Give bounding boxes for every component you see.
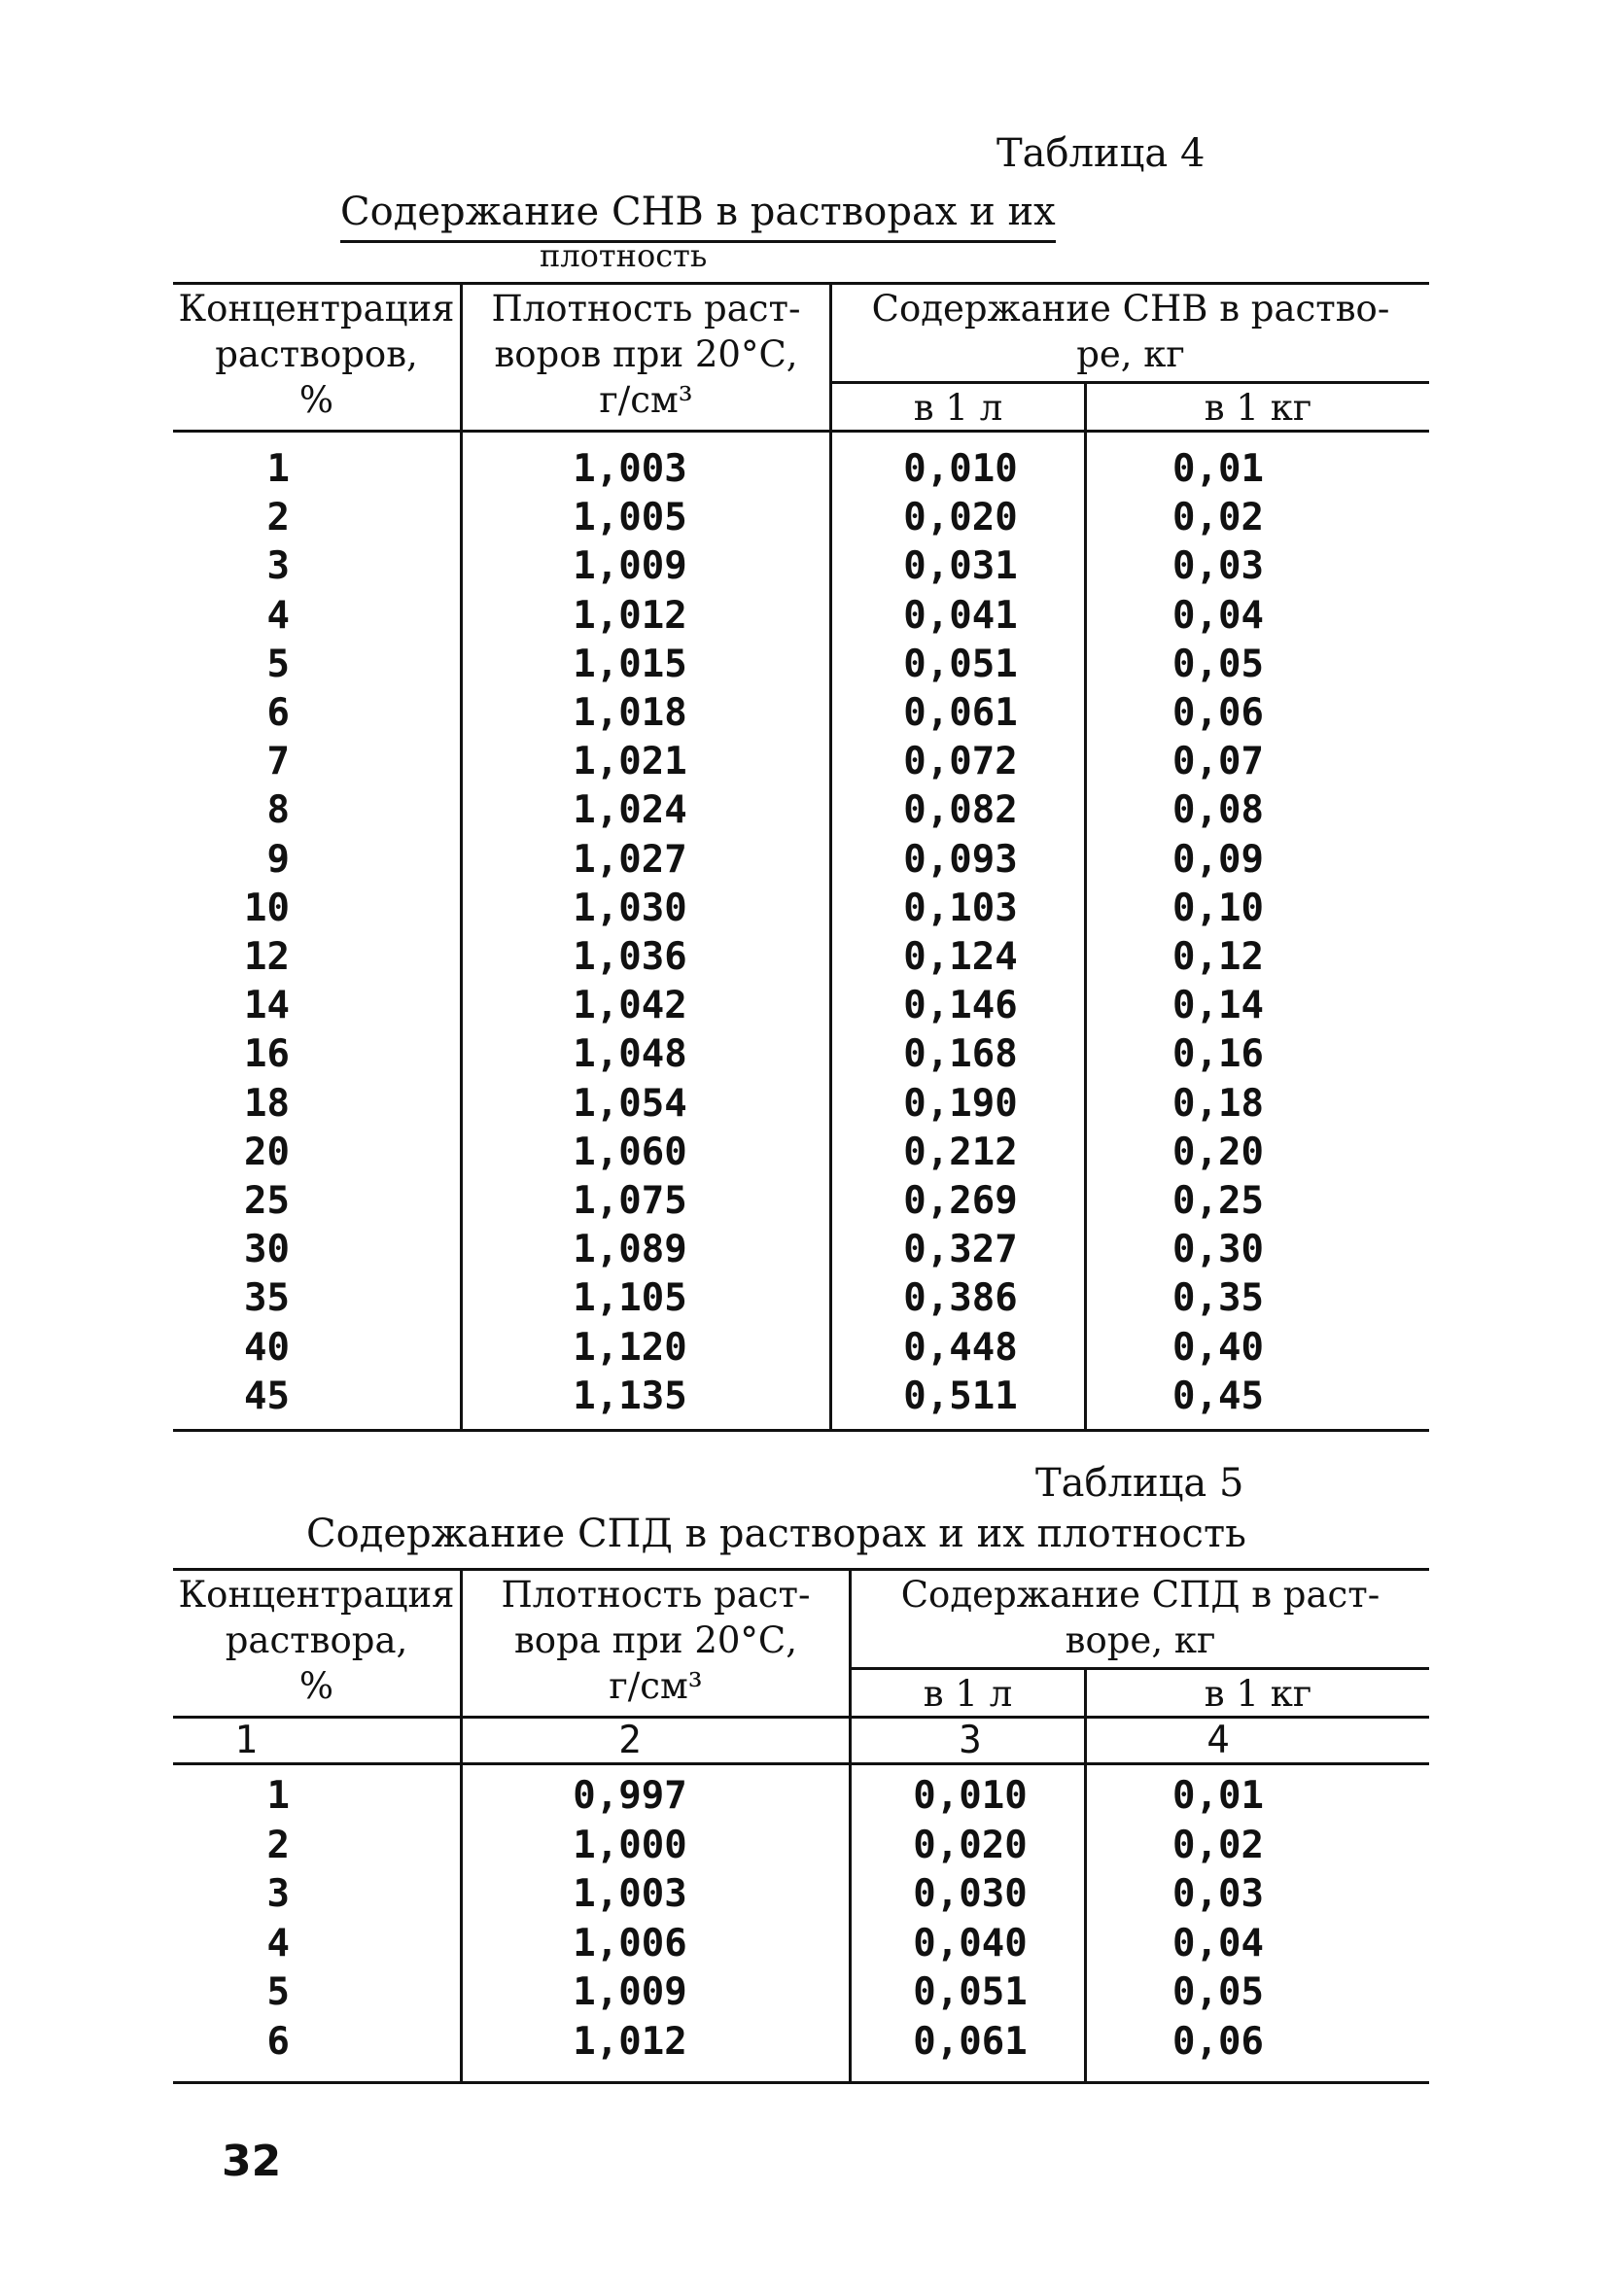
table-row xyxy=(173,1373,1429,1421)
concentration-cell: 9 xyxy=(266,837,290,882)
content-per-kg-cell: 0,30 xyxy=(1172,1228,1264,1272)
content-per-liter-cell: 0,448 xyxy=(903,1325,1018,1370)
table5-header-content xyxy=(852,1572,1429,1663)
concentration-cell: 2 xyxy=(266,1823,290,1867)
concentration-cell: 5 xyxy=(266,642,290,686)
density-cell: 1,003 xyxy=(573,447,687,491)
content-per-liter-cell: 0,190 xyxy=(903,1081,1018,1126)
density-cell: 1,054 xyxy=(573,1081,687,1126)
table-row xyxy=(173,836,1429,885)
concentration-cell: 4 xyxy=(266,593,290,638)
table4-title-continuation: плотность xyxy=(540,237,708,274)
density-cell: 1,042 xyxy=(573,984,687,1028)
density-cell: 1,009 xyxy=(573,544,687,589)
content-per-kg-cell: 0,14 xyxy=(1172,984,1264,1028)
content-per-liter-cell: 0,072 xyxy=(903,740,1018,784)
header-line: Плотность раст- xyxy=(501,1574,811,1616)
concentration-cell: 12 xyxy=(244,935,290,979)
density-cell: 1,012 xyxy=(573,2019,687,2064)
header-line: % xyxy=(298,1665,334,1707)
concentration-cell: 7 xyxy=(266,740,290,784)
content-per-kg-cell: 0,25 xyxy=(1172,1179,1264,1223)
table4 xyxy=(173,282,1429,1433)
table-row xyxy=(173,689,1429,738)
table5-header-per-kg: в 1 кг xyxy=(1204,1673,1312,1715)
concentration-cell: 2 xyxy=(266,496,290,540)
content-per-liter-cell: 0,511 xyxy=(903,1374,1018,1418)
header-line: вора при 20°С, xyxy=(513,1619,798,1661)
table-row xyxy=(173,1177,1429,1226)
content-per-liter-cell: 0,030 xyxy=(913,1872,1028,1916)
content-per-liter-cell: 0,041 xyxy=(903,593,1018,638)
density-cell: 1,030 xyxy=(573,886,687,930)
density-cell: 1,120 xyxy=(573,1325,687,1370)
table-row xyxy=(173,1822,1429,1870)
content-per-liter-cell: 0,020 xyxy=(903,496,1018,540)
content-per-liter-cell: 0,010 xyxy=(913,1774,1028,1818)
content-per-liter-cell: 0,124 xyxy=(903,935,1018,979)
table-row xyxy=(173,1920,1429,1968)
density-cell: 1,089 xyxy=(573,1228,687,1272)
content-per-liter-cell: 0,269 xyxy=(903,1179,1018,1223)
content-per-kg-cell: 0,12 xyxy=(1172,935,1264,979)
density-cell: 1,027 xyxy=(573,837,687,882)
table5 xyxy=(173,1568,1429,2085)
density-cell: 1,075 xyxy=(573,1179,687,1223)
content-per-kg-cell: 0,06 xyxy=(1172,691,1264,735)
header-line: Содержание СНВ в раство- xyxy=(871,288,1390,330)
concentration-cell: 1 xyxy=(266,1774,290,1818)
content-per-kg-cell: 0,18 xyxy=(1172,1081,1264,1126)
table4-top-rule xyxy=(173,282,1429,285)
table4-label: Таблица 4 xyxy=(996,131,1206,176)
table5-subheader-rule xyxy=(849,1667,1429,1670)
table5-title: Содержание СПД в растворах и их плотность xyxy=(306,1512,1246,1556)
concentration-cell: 8 xyxy=(266,788,290,833)
table-row xyxy=(173,1030,1429,1079)
table-row xyxy=(173,1274,1429,1323)
content-per-kg-cell: 0,09 xyxy=(1172,837,1264,882)
header-line: Концентрация xyxy=(178,1574,455,1616)
content-per-kg-cell: 0,05 xyxy=(1172,642,1264,686)
density-cell: 1,003 xyxy=(573,1872,687,1916)
table-row xyxy=(173,1226,1429,1274)
table-row xyxy=(173,1324,1429,1373)
concentration-cell: 16 xyxy=(244,1032,290,1077)
density-cell: 1,024 xyxy=(573,788,687,833)
table5-bottom-rule xyxy=(173,2081,1429,2084)
content-per-liter-cell: 0,020 xyxy=(913,1823,1028,1867)
concentration-cell: 10 xyxy=(244,886,290,930)
table4-title: Содержание СНВ в растворах и их xyxy=(340,190,1056,243)
header-line: г/см³ xyxy=(599,379,693,421)
content-per-kg-cell: 0,03 xyxy=(1172,1872,1264,1916)
content-per-kg-cell: 0,06 xyxy=(1172,2019,1264,2064)
header-line: воре, кг xyxy=(1065,1619,1216,1661)
density-cell: 1,105 xyxy=(573,1276,687,1321)
concentration-cell: 6 xyxy=(266,2019,290,2064)
table5-header-concentration xyxy=(173,1572,460,1709)
table5-column-numbers-row xyxy=(173,1719,1429,1762)
table4-header-density xyxy=(463,286,829,423)
content-per-kg-cell: 0,45 xyxy=(1172,1374,1264,1418)
density-cell: 1,018 xyxy=(573,691,687,735)
content-per-liter-cell: 0,103 xyxy=(903,886,1018,930)
density-cell: 1,009 xyxy=(573,1970,687,2014)
content-per-liter-cell: 0,051 xyxy=(903,642,1018,686)
table4-header-per-kg: в 1 кг xyxy=(1204,387,1312,429)
table4-header-bottom-rule xyxy=(173,430,1429,433)
table-row xyxy=(173,542,1429,591)
content-per-liter-cell: 0,212 xyxy=(903,1130,1018,1174)
header-line: воров при 20°С, xyxy=(494,333,798,375)
density-cell: 1,000 xyxy=(573,1823,687,1867)
table-row xyxy=(173,885,1429,933)
content-per-kg-cell: 0,04 xyxy=(1172,1921,1264,1966)
content-per-kg-cell: 0,03 xyxy=(1172,544,1264,589)
table5-colnum-rule xyxy=(173,1762,1429,1765)
table-row xyxy=(173,592,1429,641)
header-line: растворов, xyxy=(215,333,418,375)
concentration-cell: 20 xyxy=(244,1130,290,1174)
content-per-liter-cell: 0,010 xyxy=(903,447,1018,491)
table5-header-per-liter: в 1 л xyxy=(923,1673,1013,1715)
content-per-kg-cell: 0,01 xyxy=(1172,1774,1264,1818)
content-per-kg-cell: 0,04 xyxy=(1172,593,1264,638)
table-row xyxy=(173,786,1429,835)
header-line: ре, кг xyxy=(1076,333,1185,375)
header-line: Содержание СПД в раст- xyxy=(900,1574,1381,1616)
content-per-liter-cell: 0,093 xyxy=(903,837,1018,882)
concentration-cell: 18 xyxy=(244,1081,290,1126)
content-per-kg-cell: 0,08 xyxy=(1172,788,1264,833)
content-per-liter-cell: 0,082 xyxy=(903,788,1018,833)
density-cell: 1,060 xyxy=(573,1130,687,1174)
density-cell: 1,006 xyxy=(573,1921,687,1966)
content-per-kg-cell: 0,10 xyxy=(1172,886,1264,930)
table5-top-rule xyxy=(173,1568,1429,1571)
density-cell: 1,021 xyxy=(573,740,687,784)
content-per-kg-cell: 0,16 xyxy=(1172,1032,1264,1077)
content-per-kg-cell: 0,01 xyxy=(1172,447,1264,491)
density-cell: 1,135 xyxy=(573,1374,687,1418)
table-row xyxy=(173,2018,1429,2067)
content-per-kg-cell: 0,35 xyxy=(1172,1276,1264,1321)
content-per-liter-cell: 0,168 xyxy=(903,1032,1018,1077)
table-row xyxy=(173,1772,1429,1821)
density-cell: 1,012 xyxy=(573,593,687,638)
concentration-cell: 6 xyxy=(266,691,290,735)
density-cell: 1,005 xyxy=(573,496,687,540)
table4-bottom-rule xyxy=(173,1429,1429,1432)
colnum-2: 2 xyxy=(618,1719,642,1762)
header-line: % xyxy=(298,379,334,421)
content-per-liter-cell: 0,031 xyxy=(903,544,1018,589)
content-per-kg-cell: 0,20 xyxy=(1172,1130,1264,1174)
table4-subheader-rule xyxy=(829,381,1429,384)
table-row xyxy=(173,445,1429,494)
concentration-cell: 45 xyxy=(244,1374,290,1418)
colnum-3: 3 xyxy=(959,1719,982,1762)
header-line: раствора, xyxy=(225,1619,408,1661)
table4-header-per-liter: в 1 л xyxy=(913,387,1003,429)
density-cell: 1,015 xyxy=(573,642,687,686)
content-per-liter-cell: 0,040 xyxy=(913,1921,1028,1966)
concentration-cell: 35 xyxy=(244,1276,290,1321)
table-row xyxy=(173,982,1429,1030)
table-row xyxy=(173,641,1429,689)
concentration-cell: 4 xyxy=(266,1921,290,1966)
table-row xyxy=(173,1129,1429,1177)
concentration-cell: 30 xyxy=(244,1228,290,1272)
content-per-kg-cell: 0,07 xyxy=(1172,740,1264,784)
density-cell: 0,997 xyxy=(573,1774,687,1818)
table-row xyxy=(173,738,1429,786)
content-per-kg-cell: 0,02 xyxy=(1172,1823,1264,1867)
density-cell: 1,036 xyxy=(573,935,687,979)
header-line: г/см³ xyxy=(609,1665,703,1707)
colnum-1: 1 xyxy=(234,1719,258,1762)
table-row xyxy=(173,1080,1429,1129)
content-per-kg-cell: 0,40 xyxy=(1172,1325,1264,1370)
concentration-cell: 5 xyxy=(266,1970,290,2014)
colnum-4: 4 xyxy=(1206,1719,1230,1762)
density-cell: 1,048 xyxy=(573,1032,687,1077)
concentration-cell: 25 xyxy=(244,1179,290,1223)
concentration-cell: 14 xyxy=(244,984,290,1028)
concentration-cell: 3 xyxy=(266,544,290,589)
content-per-liter-cell: 0,061 xyxy=(903,691,1018,735)
content-per-liter-cell: 0,051 xyxy=(913,1970,1028,2014)
header-line: Концентрация xyxy=(178,288,455,330)
content-per-liter-cell: 0,146 xyxy=(903,984,1018,1028)
table5-label: Таблица 5 xyxy=(1035,1461,1244,1506)
content-per-kg-cell: 0,02 xyxy=(1172,496,1264,540)
table4-header-content xyxy=(832,286,1429,377)
concentration-cell: 40 xyxy=(244,1325,290,1370)
table-row xyxy=(173,933,1429,982)
header-line: Плотность раст- xyxy=(491,288,801,330)
content-per-liter-cell: 0,386 xyxy=(903,1276,1018,1321)
table5-header-density xyxy=(463,1572,849,1709)
content-per-kg-cell: 0,05 xyxy=(1172,1970,1264,2014)
page-number: 32 xyxy=(222,2137,282,2186)
concentration-cell: 1 xyxy=(266,447,290,491)
table-row xyxy=(173,494,1429,542)
table-row xyxy=(173,1968,1429,2017)
content-per-liter-cell: 0,061 xyxy=(913,2019,1028,2064)
table-row xyxy=(173,1870,1429,1919)
concentration-cell: 3 xyxy=(266,1872,290,1916)
content-per-liter-cell: 0,327 xyxy=(903,1228,1018,1272)
table4-header-concentration xyxy=(173,286,460,423)
